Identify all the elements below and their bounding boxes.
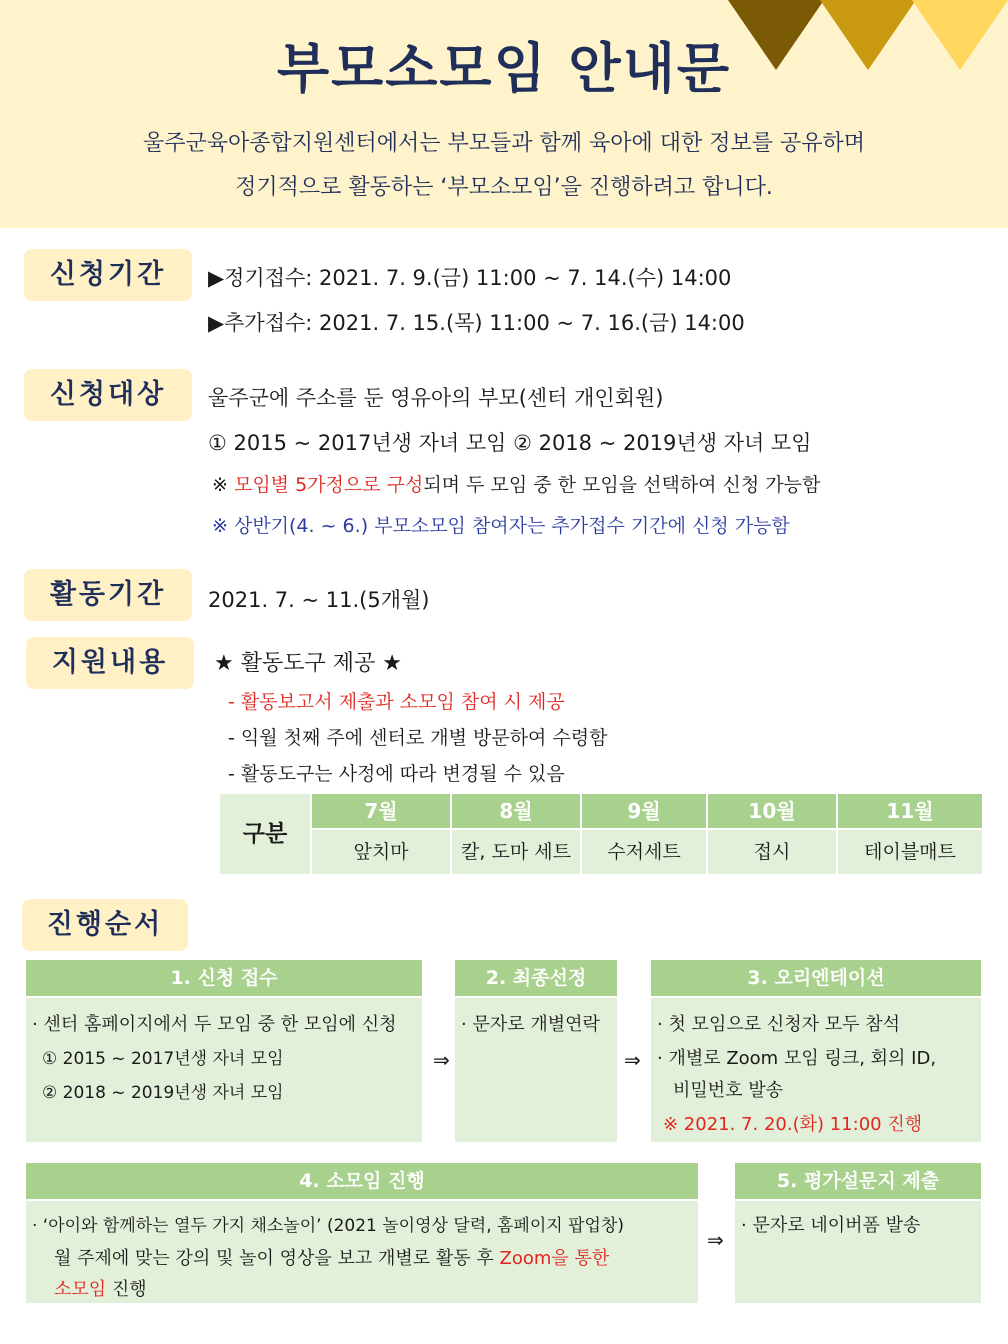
support-item-3: - 활동도구는 사정에 따라 변경될 수 있음	[228, 763, 565, 785]
step-4-line-2-highlight: Zoom을 통한	[499, 1248, 610, 1269]
step-5-title: 5. 평가설문지 제출	[735, 1163, 981, 1199]
support-tool-table	[220, 794, 982, 876]
target-note-1	[212, 470, 820, 497]
step-3-schedule: ※ 2021. 7. 20.(화) 11:00 진행	[663, 1114, 923, 1135]
target-note-2: ※ 상반기(4. ~ 6.) 부모소모임 참여자는 추가접수 기간에 신청 가능함	[212, 515, 790, 537]
step-5-line: · 문자로 네이버폼 발송	[741, 1215, 921, 1236]
target-line-2: ① 2015 ~ 2017년생 자녀 모임 ② 2018 ~ 2019년생 자녀 모임	[208, 431, 812, 455]
step-5-body	[735, 1201, 981, 1303]
note-1-rest: 되며 두 모임 중 한 모임을 선택하여 신청 가능함	[423, 474, 821, 496]
note-1-highlight: 모임별 5가정으로 구성	[233, 474, 424, 496]
intro-line-1: 울주군육아종합지원센터에서는 부모들과 함께 육아에 대한 정보를 공유하며	[142, 131, 866, 156]
step-3-line: · 첫 모임으로 신청자 모두 참석	[657, 1014, 900, 1035]
table-header-category: 구분	[220, 794, 310, 874]
activity-period-value: 2021. 7. ~ 11.(5개월)	[208, 588, 430, 612]
apply-additional: ▶추가접수: 2021. 7. 15.(목) 11:00 ~ 7. 16.(금) 14:00	[208, 311, 745, 335]
step-4-line-2-text: 월 주제에 맞는 강의 및 놀이 영상을 보고 개별로 활동 후	[54, 1248, 500, 1269]
step-4-line-1: · ‘아이와 함께하는 열두 가지 채소놀이’ (2021 놀이영상 달력, 홈페이지 팝업창)	[32, 1216, 624, 1236]
label-apply-period: 신청기간	[24, 249, 192, 301]
intro-line-2: 정기적으로 활동하는 ‘부모소모임’을 진행하려고 합니다.	[235, 175, 773, 200]
tool-cell: 칼, 도마 세트	[452, 830, 580, 874]
tool-cell: 접시	[708, 830, 836, 874]
month-header: 10월	[708, 794, 836, 828]
step-1-body	[26, 998, 422, 1142]
support-item-1: - 활동보고서 제출과 소모임 참여 시 제공	[228, 691, 565, 713]
month-header: 7월	[312, 794, 450, 828]
label-target: 신청대상	[24, 369, 192, 421]
step-4-body	[26, 1201, 698, 1303]
step-3-body	[651, 998, 981, 1142]
support-item-2: - 익월 첫째 주에 센터로 개별 방문하여 수령함	[228, 727, 608, 749]
step-1-line: ② 2018 ~ 2019년생 자녀 모임	[42, 1083, 284, 1103]
label-support: 지원내용	[26, 637, 194, 689]
month-header: 8월	[452, 794, 580, 828]
target-line-1: 울주군에 주소를 둔 영유아의 부모(센터 개인회원)	[208, 386, 664, 410]
support-headline: ★ 활동도구 제공 ★	[214, 651, 402, 676]
apply-regular: ▶정기접수: 2021. 7. 9.(금) 11:00 ~ 7. 14.(수) 14:00	[208, 266, 732, 290]
arrow-icon: ⇒	[624, 1048, 641, 1072]
tool-cell: 테이블매트	[838, 830, 982, 874]
tool-cell: 앞치마	[312, 830, 450, 874]
step-1-line: ① 2015 ~ 2017년생 자녀 모임	[42, 1049, 284, 1069]
step-4-line-3-text: 진행	[106, 1279, 147, 1300]
arrow-icon: ⇒	[707, 1228, 724, 1252]
step-1-title: 1. 신청 접수	[26, 960, 422, 996]
label-activity-period: 활동기간	[24, 569, 192, 621]
step-2-body	[455, 998, 617, 1142]
page-title: 부모소모임 안내문	[276, 37, 732, 100]
step-4-line-3	[54, 1275, 147, 1301]
step-3-line: 비밀번호 발송	[673, 1080, 784, 1101]
note-1-prefix: ※	[212, 474, 234, 496]
step-4-title: 4. 소모임 진행	[26, 1163, 698, 1199]
month-header: 9월	[582, 794, 706, 828]
month-header: 11월	[838, 794, 982, 828]
step-1-line: · 센터 홈페이지에서 두 모임 중 한 모임에 신청	[32, 1014, 397, 1035]
label-process: 진행순서	[22, 899, 188, 951]
step-3-title: 3. 오리엔테이션	[651, 960, 981, 996]
arrow-icon: ⇒	[433, 1048, 450, 1072]
step-4-line-3-highlight: 소모임	[54, 1279, 107, 1300]
tool-cell: 수저세트	[582, 830, 706, 874]
step-2-line: · 문자로 개별연락	[461, 1014, 600, 1035]
step-4-line-2	[54, 1244, 609, 1270]
step-2-title: 2. 최종선정	[455, 960, 617, 996]
header-banner	[0, 0, 1008, 228]
step-3-line: · 개별로 Zoom 모임 링크, 회의 ID,	[657, 1048, 937, 1069]
